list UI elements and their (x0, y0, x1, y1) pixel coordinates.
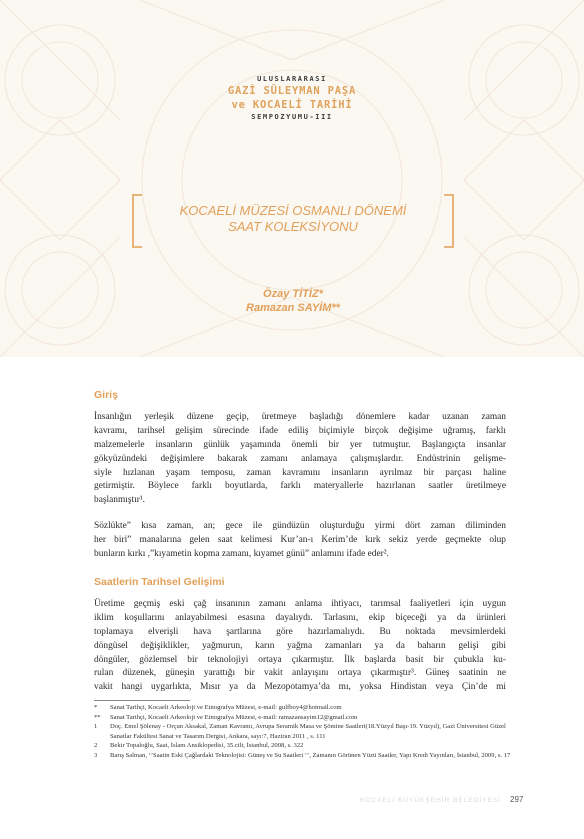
footnote-mark: 1 (94, 723, 98, 731)
footnote (94, 703, 514, 713)
text-line: İnsanlığın yerleşik düzene geçip, üretmeye başladığı dönemlere kadar uzanan zaman (94, 412, 506, 422)
text-line: döngüsel değişiklikler, yağmurun, karın yağma zamanları ya da baharın gelişi gibi (94, 640, 506, 651)
logo-line-2: GAZİ SÜLEYMAN PAŞA (227, 85, 357, 97)
footnote-divider (94, 700, 190, 701)
footnotes (94, 703, 514, 761)
footnote-mark: 3 (94, 751, 98, 759)
article-title-line-2: SAAT KOLEKSİYONU (228, 219, 358, 234)
text-line: Üretime geçmiş eski çağ insanının zamanı anlama ihtiyacı, tarımsal faaliyetleri için uygun (94, 599, 506, 609)
title-bracket-right (444, 194, 454, 248)
author-1: Özay TİTİZ* (263, 288, 323, 300)
author-2: Ramazan SAYİM** (246, 302, 340, 314)
page-number: 297 (510, 795, 524, 804)
paragraph-2 (94, 520, 506, 562)
text-line: döngüler, gözlemsel bir teknolojiyi ortaya çıkarmıştır. İlk başlarda basit bir çubukla ku- (94, 654, 506, 665)
footnote-text: Sanat Tarihçi, Kocaeli Arkeoloji ve Etnografya Müzesi, e-mail: ramazansayim12@gmail.com (110, 713, 358, 721)
footnote-mark: ** (94, 713, 101, 721)
text-line: kavramı, tarihsel gelişim sürecinde ifade ediliş biçimiyle birçok değişime uğramış, farklı (94, 425, 506, 436)
text-line: vakit hangi uygarlıkta, Mısır ya da Mezopotamya’da mı, yoksa Hindistan veya Çin’de mi (94, 682, 506, 693)
article-title-line-1: KOCAELİ MÜZESİ OSMANLI DÖNEMİ (179, 203, 407, 218)
text-line: başlanmıştır¹. (94, 495, 145, 506)
section-heading-tarihsel: Saatlerin Tarihsel Gelişimi (94, 576, 225, 588)
text-line: Sözlükte” kısa zaman, an; gece ile gündüzün oluşturduğu yirmi dört zaman diliminden (94, 521, 506, 531)
footer-publisher: KOCAELİ BÜYÜKŞEHİR BELEDİYESİ (360, 797, 501, 804)
text-line: malzemelerle insanların günlük yaşamında önemli bir yer tutmuştur. Başlangıçta insanlar (94, 439, 506, 450)
section-heading-giris: Giriş (94, 389, 118, 401)
text-line: bunların kırkı ,”kıyametin kopma zamanı, kıyamet günü” anlamını ifade eder². (94, 548, 389, 559)
logo-line-4: SEMPOZYUMU-III (251, 113, 333, 121)
footnote (94, 751, 514, 761)
text-line: her biri” manalarına gelen saat kelimesi Kur’an-ı Kerim’de kırk sekiz yerde geçmekte olup (94, 534, 506, 545)
logo-line-1: ULUSLARARASI (257, 75, 327, 83)
footnote-text: Doç. Emel Şölenay - Orçun Aksakal, Zaman Kavramı, Avrupa Seramik Masa ve Şömine Saatleri(18.Yüzyıl Başı-19. Yüzyıl), Gazi Üniversitesi Güzel Sanatlar Fakültesi Sanat ve Tasarım Dergisi, Ankara, sayı:7, Haziran 2011 , s. 111 (110, 723, 506, 740)
text-line: rulan düzenek, güneşin yarattığı bir vakit anlayışını ortaya çıkarmıştır³. Güneş saatinin ne (94, 668, 506, 679)
text-line: toplamaya elverişli hava şartlarına göre hazırlamalıydı. Bu noktada mevsimlerdeki (94, 626, 506, 637)
footnote-text: Bekir Topaloğlu, Saat, İslam Ansiklopedisi, 35.cilt, İstanbul, 2008, s. 322 (110, 742, 304, 750)
footnote (94, 713, 514, 723)
symposium-logo (0, 74, 584, 122)
footnote-text: Sanat Tarihçi, Kocaeli Arkeoloji ve Etnografya Müzesi, e-mail: gulfboy4@hotmail.com (110, 704, 342, 711)
footnote-mark: * (94, 704, 98, 711)
text-line: siyle hızlanan yaşam temposu, zaman kavramını insanların ayrılmaz bir parçası haline (94, 467, 506, 478)
footnote (94, 722, 514, 741)
paragraph-1 (94, 411, 506, 508)
text-line: gökyüzündeki değişimlere bakarak zamanı anlamaya çalışmışlardır. Endüstrinin gelişme- (94, 453, 506, 464)
title-bracket-left (132, 194, 142, 248)
logo-line-3: ve KOCAELİ TARİHİ (231, 99, 353, 111)
footnote-text: Barış Salman, ‘’Saatin Eski Çağlardaki Teknolojisi: Güneş ve Su Saatleri ‘’, Zamanın Görünen Yüzü Saatler, Yapı Kredi Yayınları, İstanbul, 2009, s. 17 (110, 751, 511, 759)
text-line: getirmiştir. Böylece farklı boyutlarda, farklı materyallerle hazırlanan saatler üretilmeye (94, 481, 506, 492)
text-line: iklim koşullarını anlayabilmesi esasına dayalıydı. Tarlasını, ekip biçeceği ya da ürünleri (94, 612, 506, 623)
paragraph-3 (94, 598, 506, 695)
footnote (94, 741, 514, 751)
footnote-mark: 2 (94, 742, 98, 750)
